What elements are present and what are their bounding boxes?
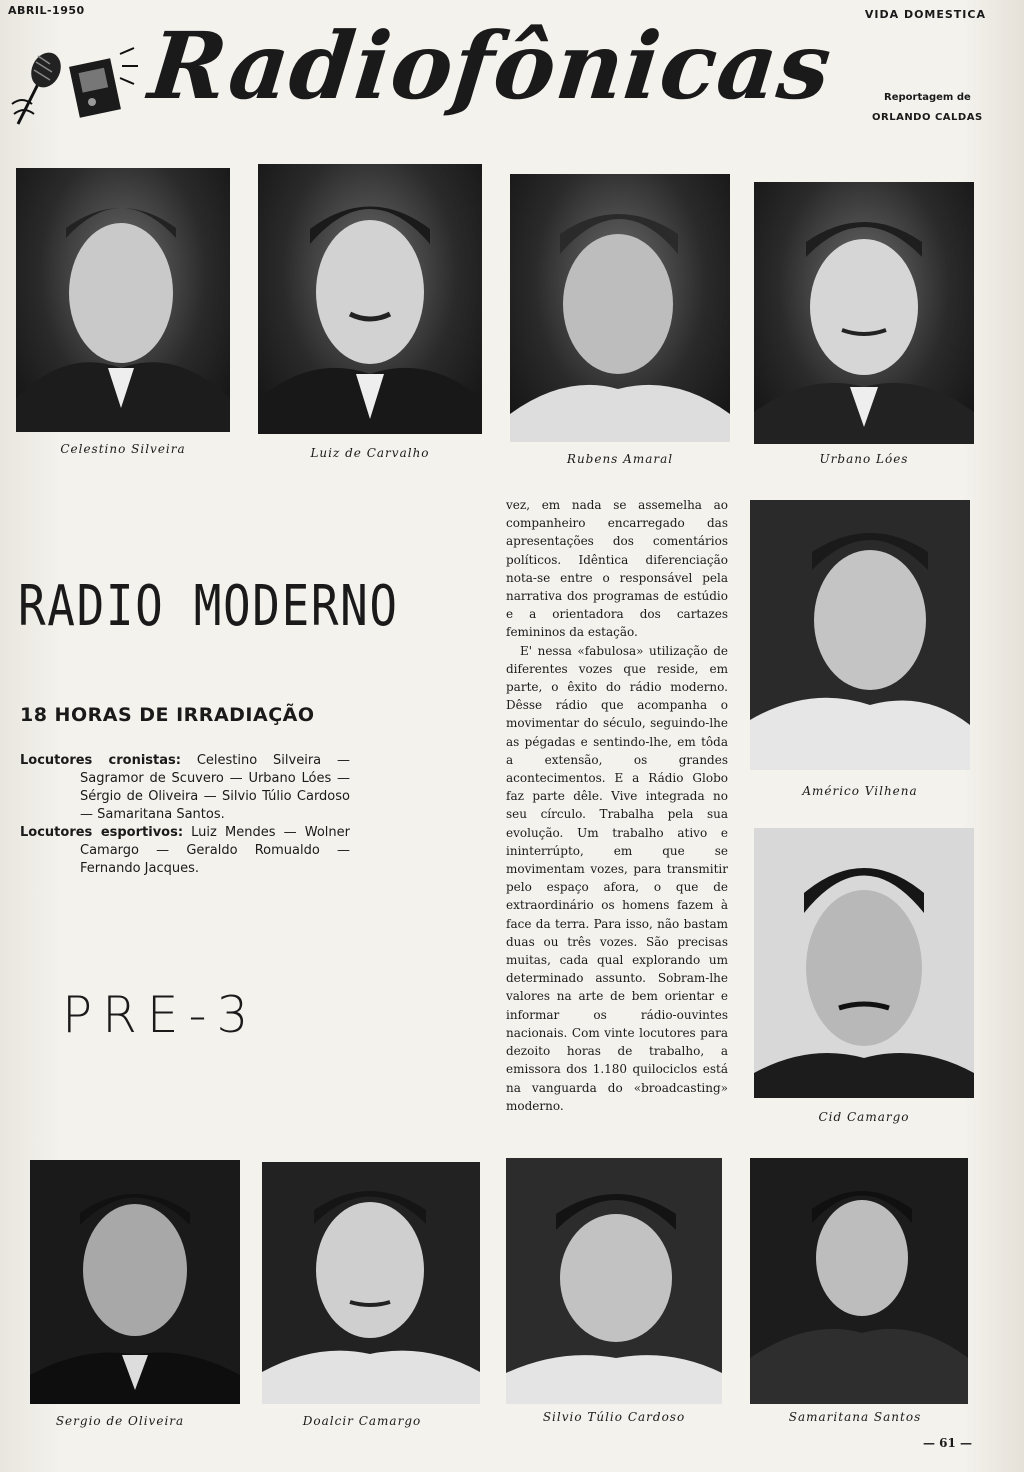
announcers-list bbox=[20, 752, 350, 878]
article-paragraph: E' nessa «fabulosa» utilização de diferentes vozes que reside, em parte, o êxito do rádio moderno. Dêsse rádio que acompanha o movimentar do século, seguindo-lhe as pégadas e sentindo-lhe, em tôda a extensão, os grandes acontecimentos. E a Rádio Globo faz parte dêle. Vive integrada no seu círculo. Trabalha pela sua evolução. Um trabalho ativo e ininterrúpto, em que se movimentam vozes, para transmitir pelo espaço afora, o que de extraordinário os homens fazem à face da terra. Para isso, não bastam duas ou três vozes. São precisas muitas, cada qual explorando um determinado assunto. Sobram-lhe valores na arte de bem orientar e informar os rádio-ouvintes nacionais. Com vinte locutores para dezoito horas de trabalho, a emissora dos 1.180 quilociclos está na vanguarda do «broadcasting» moderno. bbox=[506, 643, 728, 1113]
page-number: — 61 — bbox=[922, 1436, 972, 1450]
cronistas-label: Locutores cronistas: bbox=[20, 753, 181, 768]
portrait-photo bbox=[754, 828, 974, 1098]
portrait-photo bbox=[754, 182, 974, 444]
portrait-photo bbox=[258, 164, 482, 434]
photo-caption: Rubens Amaral bbox=[566, 452, 674, 466]
photo-caption: Urbano Lóes bbox=[819, 452, 909, 466]
byline-label: Reportagem de bbox=[884, 92, 971, 103]
station-call-sign: PRE-3 bbox=[62, 986, 259, 1044]
esportivos-paragraph bbox=[20, 824, 350, 878]
photo-caption: Celestino Silveira bbox=[60, 442, 186, 456]
photo-caption: Doalcir Camargo bbox=[302, 1414, 422, 1428]
photo-caption: Silvio Túlio Cardoso bbox=[542, 1410, 686, 1424]
photo-caption: Cid Camargo bbox=[818, 1110, 910, 1124]
photo-caption: Sergio de Oliveira bbox=[55, 1414, 185, 1428]
article-paragraph: vez, em nada se assemelha ao companheiro encarregado das apresentações dos comentários políticos. Idêntica diferenciação nota-se entre o responsável pela narrativa dos programas de estúdio e a orientadora dos cartazes femininos da estação. bbox=[506, 498, 728, 640]
portrait-photo bbox=[506, 1158, 722, 1404]
portrait-photo bbox=[750, 500, 970, 770]
issue-date: ABRIL-1950 bbox=[8, 4, 85, 17]
portrait-photo bbox=[750, 1158, 968, 1404]
cronistas-names: Celestino Silveira — Sagramor de Scuvero — Urbano Lóes — Sérgio de Oliveira — Silvio Túlio Cardoso — Samaritana Santos. bbox=[80, 753, 350, 822]
cronistas-paragraph bbox=[20, 752, 350, 824]
esportivos-label: Locutores esportivos: bbox=[20, 825, 184, 840]
section-title: Radiofônicas bbox=[144, 12, 837, 120]
esportivos-names: Luiz Mendes — Wolner Camargo — Geraldo Romualdo — Fernando Jacques. bbox=[80, 825, 350, 876]
article-body bbox=[506, 496, 728, 1115]
portrait-photo bbox=[262, 1162, 480, 1404]
magazine-name: VIDA DOMESTICA bbox=[864, 8, 986, 21]
photo-caption: Samaritana Santos bbox=[788, 1410, 922, 1424]
photo-caption: Américo Vilhena bbox=[802, 784, 918, 798]
article-headline: RADIO MODERNO bbox=[18, 574, 399, 639]
article-subhead: 18 HORAS DE IRRADIAÇÃO bbox=[20, 704, 315, 726]
portrait-photo bbox=[510, 174, 730, 442]
radio-microphone-icon bbox=[8, 44, 140, 132]
portrait-photo bbox=[16, 168, 230, 432]
portrait-photo bbox=[30, 1160, 240, 1404]
byline-author: ORLANDO CALDAS bbox=[872, 112, 983, 123]
photo-caption: Luiz de Carvalho bbox=[310, 446, 430, 460]
